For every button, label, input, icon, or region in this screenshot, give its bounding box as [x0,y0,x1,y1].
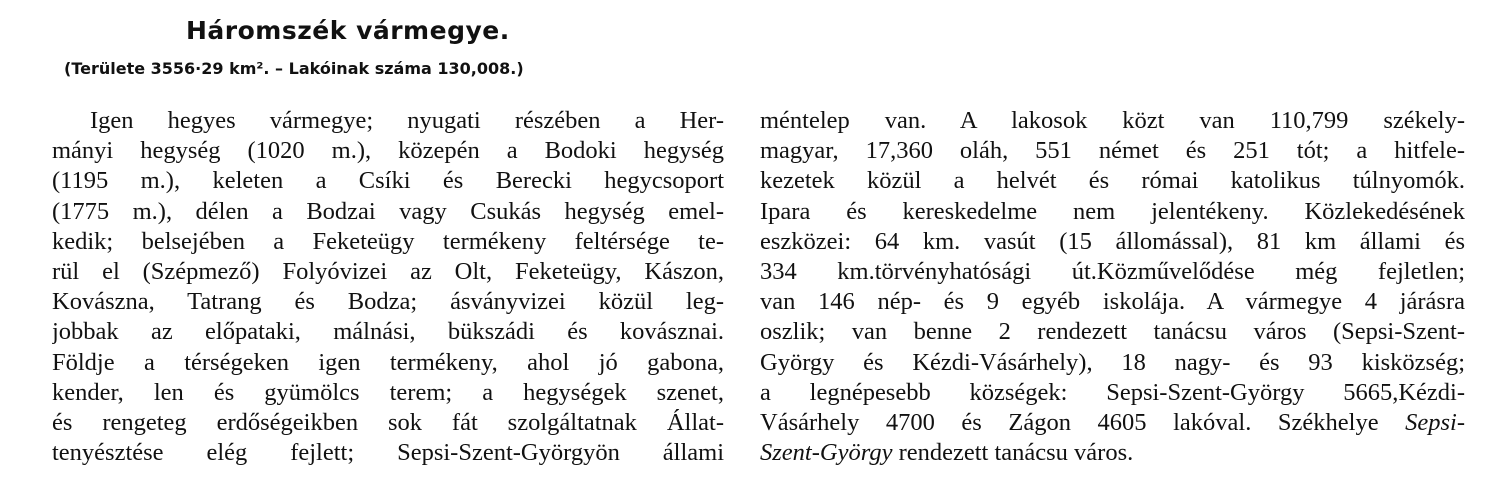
text-line: jobbak az előpataki, málnási, bükszádi és kovásznai. [52,318,724,346]
text-line: kedik; belsejében a Feketeügy termékeny feltérsége te- [52,227,724,255]
text-line: rül el (Szépmező) Folyóvizei az Olt, Feketeügy, Kászon, [52,257,724,285]
left-text-column [52,106,724,468]
text-line: Kovászna, Tatrang és Bodza; ásványvizei közül leg- [52,288,724,316]
text-line: eszközei: 64 km. vasút (15 állomással), 81 km állami és [760,227,1465,255]
text-line: a legnépesebb községek: Sepsi-Szent-György 5665,Kézdi- [760,378,1465,406]
page-subtitle: (Területe 3556·29 km². – Lakóinak száma 130,008.) [64,59,524,78]
text-line: (1195 m.), keleten a Csíki és Berecki hegycsoport [52,167,724,195]
text-line: mányi hegység (1020 m.), közepén a Bodoki hegység [52,137,724,165]
text-line: György és Kézdi-Vásárhely), 18 nagy- és 93 kisközség; [760,348,1465,376]
text-line: 334 km.törvényhatósági út.Közművelődése még fejletlen; [760,257,1465,285]
text-line: tenyésztése elég fejlett; Sepsi-Szent-Györgyön állami [52,439,724,467]
text-line: Földje a térségeken igen termékeny, ahol jó gabona, [52,348,724,376]
text-line: méntelep van. A lakosok közt van 110,799 székely- [760,107,1465,134]
text-line: oszlik; van benne 2 rendezett tanácsu város (Sepsi-Szent- [760,318,1465,346]
text-line-last [760,438,1465,468]
text-line: és rengeteg erdőségeikben sok fát szolgáltatnak Állat- [52,408,724,436]
text-line-with-italic [760,408,1465,438]
text-line: Ipara és kereskedelme nem jelentékeny. Közlekedésének [760,197,1465,225]
text-line: Igen hegyes vármegye; nyugati részében a Her- [90,107,724,134]
text-line: (1775 m.), délen a Bodzai vagy Csukás hegység emel- [52,197,724,225]
right-text-column [760,106,1465,468]
text-line: kezetek közül a helvét és római katolikus túlnyomók. [760,167,1465,195]
text-line: magyar, 17,360 oláh, 551 német és 251 tót; a hitfele- [760,137,1465,165]
text-line: van 146 nép- és 9 egyéb iskolája. A vármegye 4 járásra [760,288,1465,316]
text-fragment: Vásárhely 4700 és Zágon 4605 lakóval. Székhelye [760,408,1379,436]
seat-name-italic: Szent-György [760,439,893,467]
text-line: kender, len és gyümölcs terem; a hegységek szenet, [52,378,724,406]
seat-name-italic: Sepsi- [1405,408,1465,436]
page-title: Háromszék vármegye. [186,16,510,45]
text-fragment: rendezett tanácsu város. [892,439,1134,467]
